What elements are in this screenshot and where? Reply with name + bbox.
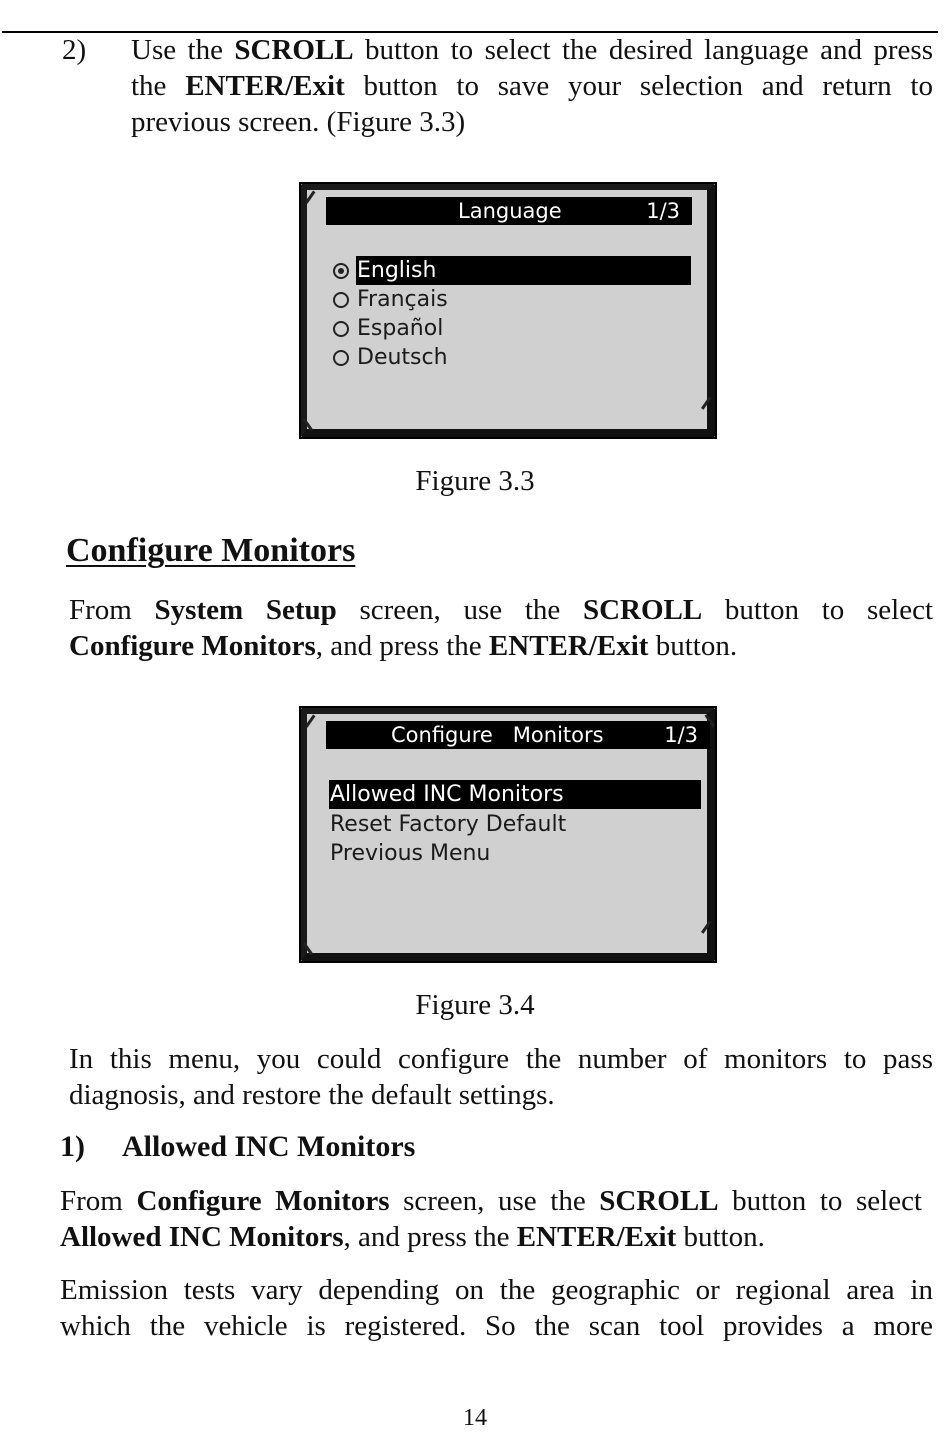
language-screen xyxy=(299,182,717,439)
emission-line-2: which the vehicle is registered. So the scan tool provides a more xyxy=(60,1310,933,1342)
menu-item-label: Reset Factory Default xyxy=(330,812,567,837)
language-option-label: English xyxy=(356,256,691,285)
screen-title: Language xyxy=(458,199,562,223)
menu-description xyxy=(69,1041,933,1113)
menu-item-previous-menu[interactable] xyxy=(329,839,701,868)
language-option-english[interactable] xyxy=(331,256,691,285)
figure-3-3-caption: Figure 3.3 xyxy=(415,465,535,497)
subsection-number: 1) xyxy=(60,1130,85,1163)
emission-line-1: Emission tests vary depending on the geographic or regional area in xyxy=(60,1274,933,1306)
step-2-line-1: Use the SCROLL button to select the desired language and press xyxy=(131,34,933,66)
language-option-espanol[interactable] xyxy=(331,314,691,343)
subsection-intro-line-2: Allowed INC Monitors, and press the ENTER/Exit button. xyxy=(60,1221,765,1253)
step-number: 2) xyxy=(62,34,87,66)
step-2-line-2: the ENTER/Exit button to save your selection and return to xyxy=(131,70,933,102)
language-option-label: Français xyxy=(357,287,448,312)
section-heading: Configure Monitors xyxy=(66,532,356,569)
monitors-screen-titlebar xyxy=(326,721,710,749)
subsection-intro xyxy=(60,1183,922,1255)
subsection-title: Allowed INC Monitors xyxy=(122,1130,416,1163)
radio-icon xyxy=(333,321,349,337)
emission-paragraph xyxy=(60,1272,933,1344)
language-option-label: Español xyxy=(357,316,444,341)
subsection-intro-line-1: From Configure Monitors screen, use the SCROLL button to select xyxy=(60,1185,922,1217)
configure-monitors-screen xyxy=(299,706,717,963)
page-number: 14 xyxy=(463,1405,487,1431)
menu-item-label: Previous Menu xyxy=(330,841,491,866)
step-2-line-3: previous screen. (Figure 3.3) xyxy=(131,106,466,138)
screen-page-indicator: 1/3 xyxy=(646,199,680,223)
screen-page-indicator: 1/3 xyxy=(664,723,698,747)
menu-item-reset-factory-default[interactable] xyxy=(329,810,701,839)
section-intro xyxy=(69,592,933,664)
radio-selected-icon xyxy=(333,263,349,279)
section-intro-line-1: From System Setup screen, use the SCROLL button to select xyxy=(69,594,933,626)
menu-item-label: Allowed INC Monitors xyxy=(329,780,701,809)
language-option-deutsch[interactable] xyxy=(331,343,691,372)
language-option-label: Deutsch xyxy=(357,345,448,370)
radio-icon xyxy=(333,292,349,308)
step-2-text xyxy=(131,32,933,140)
menu-description-line-1: In this menu, you could configure the number of monitors to pass xyxy=(69,1043,933,1075)
menu-item-allowed-inc-monitors[interactable] xyxy=(329,780,701,809)
menu-description-line-2: diagnosis, and restore the default settings. xyxy=(69,1079,555,1111)
section-intro-line-2: Configure Monitors, and press the ENTER/Exit button. xyxy=(69,630,738,662)
figure-3-4-caption: Figure 3.4 xyxy=(415,989,535,1021)
language-option-francais[interactable] xyxy=(331,285,691,314)
screen-title: Configure Monitors xyxy=(391,723,604,747)
radio-icon xyxy=(333,350,349,366)
language-screen-titlebar xyxy=(326,197,692,225)
